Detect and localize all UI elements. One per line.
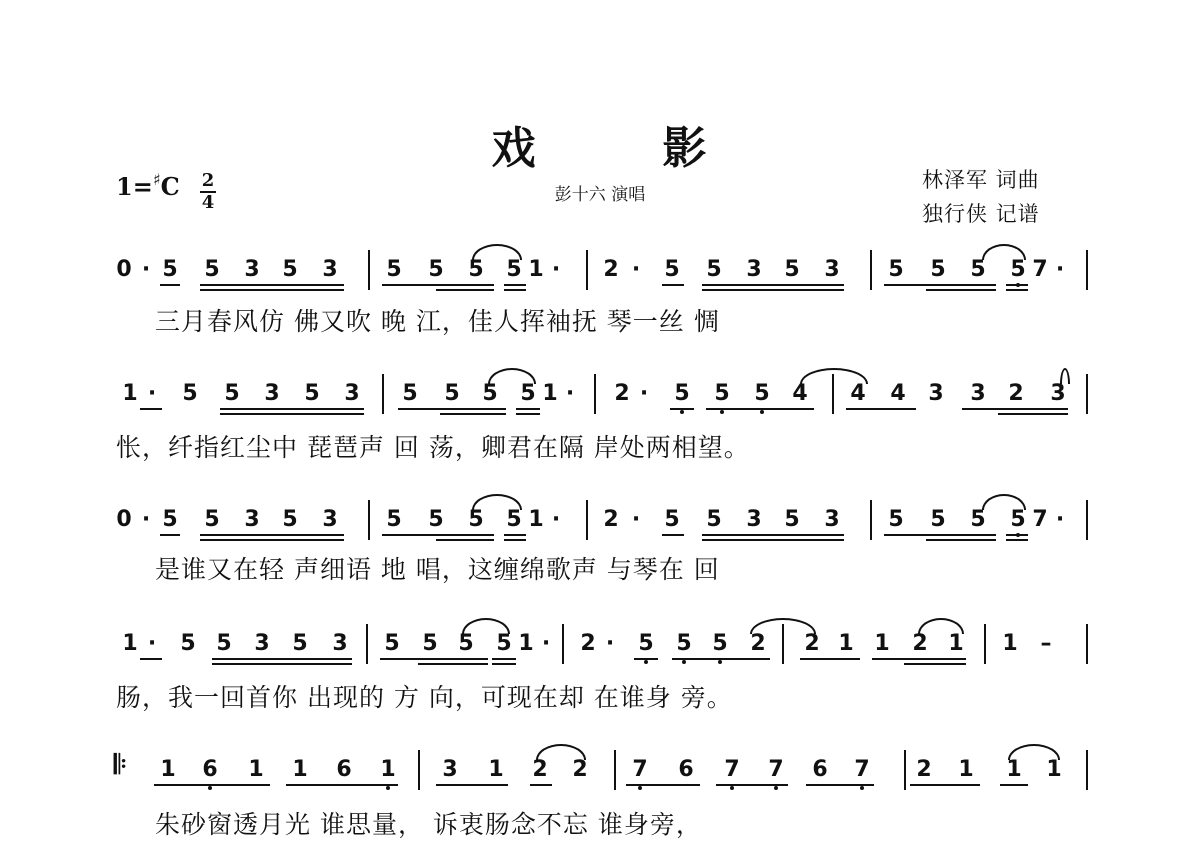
note: 5 (706, 507, 722, 532)
duration-underline (530, 784, 552, 786)
note: 2 (1008, 381, 1024, 406)
note: 7 (1032, 507, 1048, 532)
note: 5 (180, 631, 196, 656)
note: 3 (442, 757, 458, 782)
key-note: C (160, 172, 180, 201)
bar-line (1086, 374, 1088, 414)
note: 6 (812, 757, 828, 782)
note: 7 (854, 757, 870, 782)
lyric-line: 肠，我一回首你 出现的 方 向，可现在却 在谁身 旁。 (116, 683, 733, 712)
note: 3 (264, 381, 280, 406)
note: 5 (674, 381, 690, 406)
note: 3 (254, 631, 270, 656)
bar-line (418, 750, 420, 790)
duration-underline (160, 534, 180, 536)
duration-underline (1000, 784, 1028, 786)
note: 2 (580, 631, 596, 656)
augmentation-dot: · (1055, 257, 1065, 282)
note: 4 (850, 381, 866, 406)
note: 3 (322, 507, 338, 532)
credit-transcriber: 独行侠 记谱 (922, 202, 1040, 226)
note: 5 (1010, 507, 1026, 532)
tie-arc (472, 494, 522, 510)
duration-underline (200, 289, 344, 291)
augmentation-dot: · (141, 257, 151, 282)
duration-underline (846, 408, 916, 410)
duration-underline (200, 534, 344, 536)
note: 1 (948, 631, 964, 656)
duration-underline (140, 408, 162, 410)
duration-underline (702, 284, 844, 286)
augmentation-dot: · (147, 631, 157, 656)
bar-line (870, 250, 872, 290)
note: 1 (838, 631, 854, 656)
octave-dot (1016, 533, 1020, 537)
duration-underline (436, 289, 494, 291)
tie-arc (918, 618, 964, 634)
bar-line (382, 374, 384, 414)
note: 5 (888, 257, 904, 282)
note: 3 (244, 257, 260, 282)
duration-underline (418, 658, 488, 660)
note: 3 (746, 507, 762, 532)
bar-line (368, 250, 370, 290)
augmentation-dot: · (631, 507, 641, 532)
duration-underline (436, 284, 494, 286)
note: 3 (928, 381, 944, 406)
octave-dot (760, 410, 764, 414)
note: 5 (468, 257, 484, 282)
bar-line (594, 374, 596, 414)
octave-dot (682, 660, 686, 664)
tie-arc (800, 368, 868, 384)
note: 1 (122, 381, 138, 406)
title-char: 影 (662, 123, 709, 174)
duration-underline (440, 413, 506, 415)
note: 0 (116, 507, 132, 532)
note: 5 (468, 507, 484, 532)
note: 5 (304, 381, 320, 406)
duration-underline (926, 534, 996, 536)
key-signature (116, 172, 180, 201)
lyric-line: 朱砂窗透月光 谁思量， 诉衷肠念不忘 谁身旁， (155, 810, 702, 839)
augmentation-dot: · (541, 631, 551, 656)
note: 5 (676, 631, 692, 656)
octave-dot (208, 786, 212, 790)
tie-arc (1008, 744, 1060, 760)
tie-arc (462, 618, 510, 634)
note: 5 (162, 257, 178, 282)
octave-dot (638, 786, 642, 790)
bar-line (614, 750, 616, 790)
lyric-line: 是谁又在轻 声细语 地 唱，这缠绵歌声 与琴在 回 (155, 555, 720, 584)
duration-underline (910, 784, 980, 786)
note: 3 (970, 381, 986, 406)
note: 5 (714, 381, 730, 406)
note: 5 (970, 257, 986, 282)
duration-underline (904, 658, 966, 660)
octave-dot (1016, 283, 1020, 287)
duration-underline (1006, 539, 1028, 541)
note: 1 (1046, 757, 1062, 782)
lyric-line: 三月春风仿 佛又吹 晚 江，佳人挥袖抚 琴一丝 惆 (155, 307, 720, 336)
duration-underline (800, 658, 860, 660)
duration-underline (436, 534, 494, 536)
note: 3 (344, 381, 360, 406)
note: 1 (518, 631, 534, 656)
note: 7 (632, 757, 648, 782)
lyric-line: 怅，纤指红尘中 琵琶声 回 荡，卿君在隔 岸处两相望。 (116, 433, 750, 462)
note: 5 (784, 257, 800, 282)
octave-dot (860, 786, 864, 790)
note: 3 (1050, 381, 1066, 406)
duration-underline (998, 408, 1068, 410)
bar-line (1086, 500, 1088, 540)
duration-underline (492, 658, 516, 660)
note: 5 (506, 507, 522, 532)
note: 5 (970, 507, 986, 532)
bar-line (586, 250, 588, 290)
note: 3 (332, 631, 348, 656)
note: 7 (724, 757, 740, 782)
augmentation-dot: · (631, 257, 641, 282)
note: 1 (958, 757, 974, 782)
augmentation-dot: · (1055, 507, 1065, 532)
duration-underline (504, 539, 526, 541)
note: 5 (638, 631, 654, 656)
note: 6 (678, 757, 694, 782)
note: 1 (488, 757, 504, 782)
note: 2 (603, 507, 619, 532)
augmentation-dot: · (141, 507, 151, 532)
duration-underline (926, 284, 996, 286)
duration-underline (1006, 289, 1028, 291)
note: 5 (204, 507, 220, 532)
note: 6 (336, 757, 352, 782)
duration-underline (702, 289, 844, 291)
note: 5 (1010, 257, 1026, 282)
note: 5 (664, 507, 680, 532)
duration-underline (492, 663, 516, 665)
duration-underline (516, 408, 540, 410)
duration-underline (440, 408, 506, 410)
note: 5 (706, 257, 722, 282)
octave-dot (730, 786, 734, 790)
augmentation-dot: · (551, 257, 561, 282)
duration-underline (504, 289, 526, 291)
note: 5 (162, 507, 178, 532)
note: 5 (930, 507, 946, 532)
note: 1 (380, 757, 396, 782)
duration-underline (504, 284, 526, 286)
note: 3 (824, 257, 840, 282)
time-sig-bottom: 4 (201, 192, 215, 213)
note: 5 (428, 507, 444, 532)
note: 7 (1032, 257, 1048, 282)
credit-lyricist: 林泽军 词曲 (922, 168, 1040, 192)
note: 1 (248, 757, 264, 782)
note: 3 (746, 257, 762, 282)
duration-underline (286, 784, 398, 786)
note: 6 (202, 757, 218, 782)
note: 2 (572, 757, 588, 782)
duration-underline (140, 658, 162, 660)
note: 1 (542, 381, 558, 406)
key-prefix: 1= (116, 172, 153, 201)
note: 5 (712, 631, 728, 656)
duration-underline (160, 284, 180, 286)
bar-line (1086, 250, 1088, 290)
note: 5 (458, 631, 474, 656)
note: 5 (520, 381, 536, 406)
duration-underline (212, 663, 352, 665)
augmentation-dot: · (605, 631, 615, 656)
octave-dot (774, 786, 778, 790)
note: 3 (322, 257, 338, 282)
note: 5 (784, 507, 800, 532)
duration-underline (702, 539, 844, 541)
note: 2 (750, 631, 766, 656)
bar-line (904, 750, 906, 790)
note: 5 (506, 257, 522, 282)
duration-underline (154, 784, 270, 786)
bar-line (586, 500, 588, 540)
tie-arc (536, 744, 586, 760)
note: 4 (890, 381, 906, 406)
duration-underline (904, 663, 966, 665)
dash-note: – (1040, 631, 1052, 656)
tie-arc (1060, 368, 1070, 384)
note: 2 (614, 381, 630, 406)
note: 2 (603, 257, 619, 282)
tie-arc (982, 494, 1026, 510)
duration-underline (220, 413, 364, 415)
duration-underline (220, 408, 364, 410)
note: 5 (496, 631, 512, 656)
octave-dot (718, 660, 722, 664)
note: 1 (122, 631, 138, 656)
note: 5 (224, 381, 240, 406)
note: 5 (428, 257, 444, 282)
tie-arc (488, 368, 536, 384)
repeat-sign: 𝄆 (114, 750, 127, 780)
note: 5 (888, 507, 904, 532)
note: 5 (182, 381, 198, 406)
augmentation-dot: · (147, 381, 157, 406)
duration-underline (702, 534, 844, 536)
tie-arc (982, 244, 1026, 260)
duration-underline (806, 784, 874, 786)
note: 2 (912, 631, 928, 656)
note: 5 (482, 381, 498, 406)
augmentation-dot: · (551, 507, 561, 532)
duration-underline (200, 284, 344, 286)
note: 5 (204, 257, 220, 282)
note: 5 (384, 631, 400, 656)
note: 4 (792, 381, 808, 406)
tie-arc (750, 618, 816, 634)
bar-line (870, 500, 872, 540)
note: 1 (528, 507, 544, 532)
note: 1 (528, 257, 544, 282)
note: 1 (1006, 757, 1022, 782)
duration-underline (436, 784, 508, 786)
bar-line (368, 500, 370, 540)
sharp-icon: ♯ (152, 170, 161, 189)
duration-underline (212, 658, 352, 660)
performer: 彭十六 演唱 (554, 185, 646, 205)
note: 5 (386, 257, 402, 282)
note: 5 (386, 507, 402, 532)
time-sig-top: 2 (201, 170, 215, 191)
duration-underline (662, 534, 684, 536)
note: 5 (402, 381, 418, 406)
duration-underline (436, 539, 494, 541)
bar-line (366, 624, 368, 664)
duration-underline (418, 663, 488, 665)
duration-underline (998, 413, 1068, 415)
bar-line (1086, 750, 1088, 790)
note: 5 (664, 257, 680, 282)
note: 1 (160, 757, 176, 782)
octave-dot (680, 410, 684, 414)
duration-underline (516, 413, 540, 415)
note: 0 (116, 257, 132, 282)
note: 5 (444, 381, 460, 406)
note: 3 (244, 507, 260, 532)
note: 5 (292, 631, 308, 656)
bar-line (1086, 624, 1088, 664)
augmentation-dot: · (639, 381, 649, 406)
octave-dot (720, 410, 724, 414)
octave-dot (644, 660, 648, 664)
note: 3 (824, 507, 840, 532)
duration-underline (926, 289, 996, 291)
augmentation-dot: · (565, 381, 575, 406)
duration-underline (504, 534, 526, 536)
note: 5 (422, 631, 438, 656)
title-char: 戏 (491, 123, 538, 174)
bar-line (984, 624, 986, 664)
time-signature (200, 172, 216, 212)
bar-line (562, 624, 564, 664)
note: 1 (874, 631, 890, 656)
tie-arc (472, 244, 522, 260)
duration-underline (662, 284, 684, 286)
note: 2 (532, 757, 548, 782)
duration-underline (926, 539, 996, 541)
note: 7 (768, 757, 784, 782)
duration-underline (200, 539, 344, 541)
note: 5 (282, 257, 298, 282)
note: 2 (804, 631, 820, 656)
note: 1 (292, 757, 308, 782)
octave-dot (386, 786, 390, 790)
note: 5 (282, 507, 298, 532)
note: 5 (754, 381, 770, 406)
note: 5 (930, 257, 946, 282)
note: 2 (916, 757, 932, 782)
duration-underline (626, 784, 700, 786)
note: 1 (1002, 631, 1018, 656)
note: 5 (216, 631, 232, 656)
